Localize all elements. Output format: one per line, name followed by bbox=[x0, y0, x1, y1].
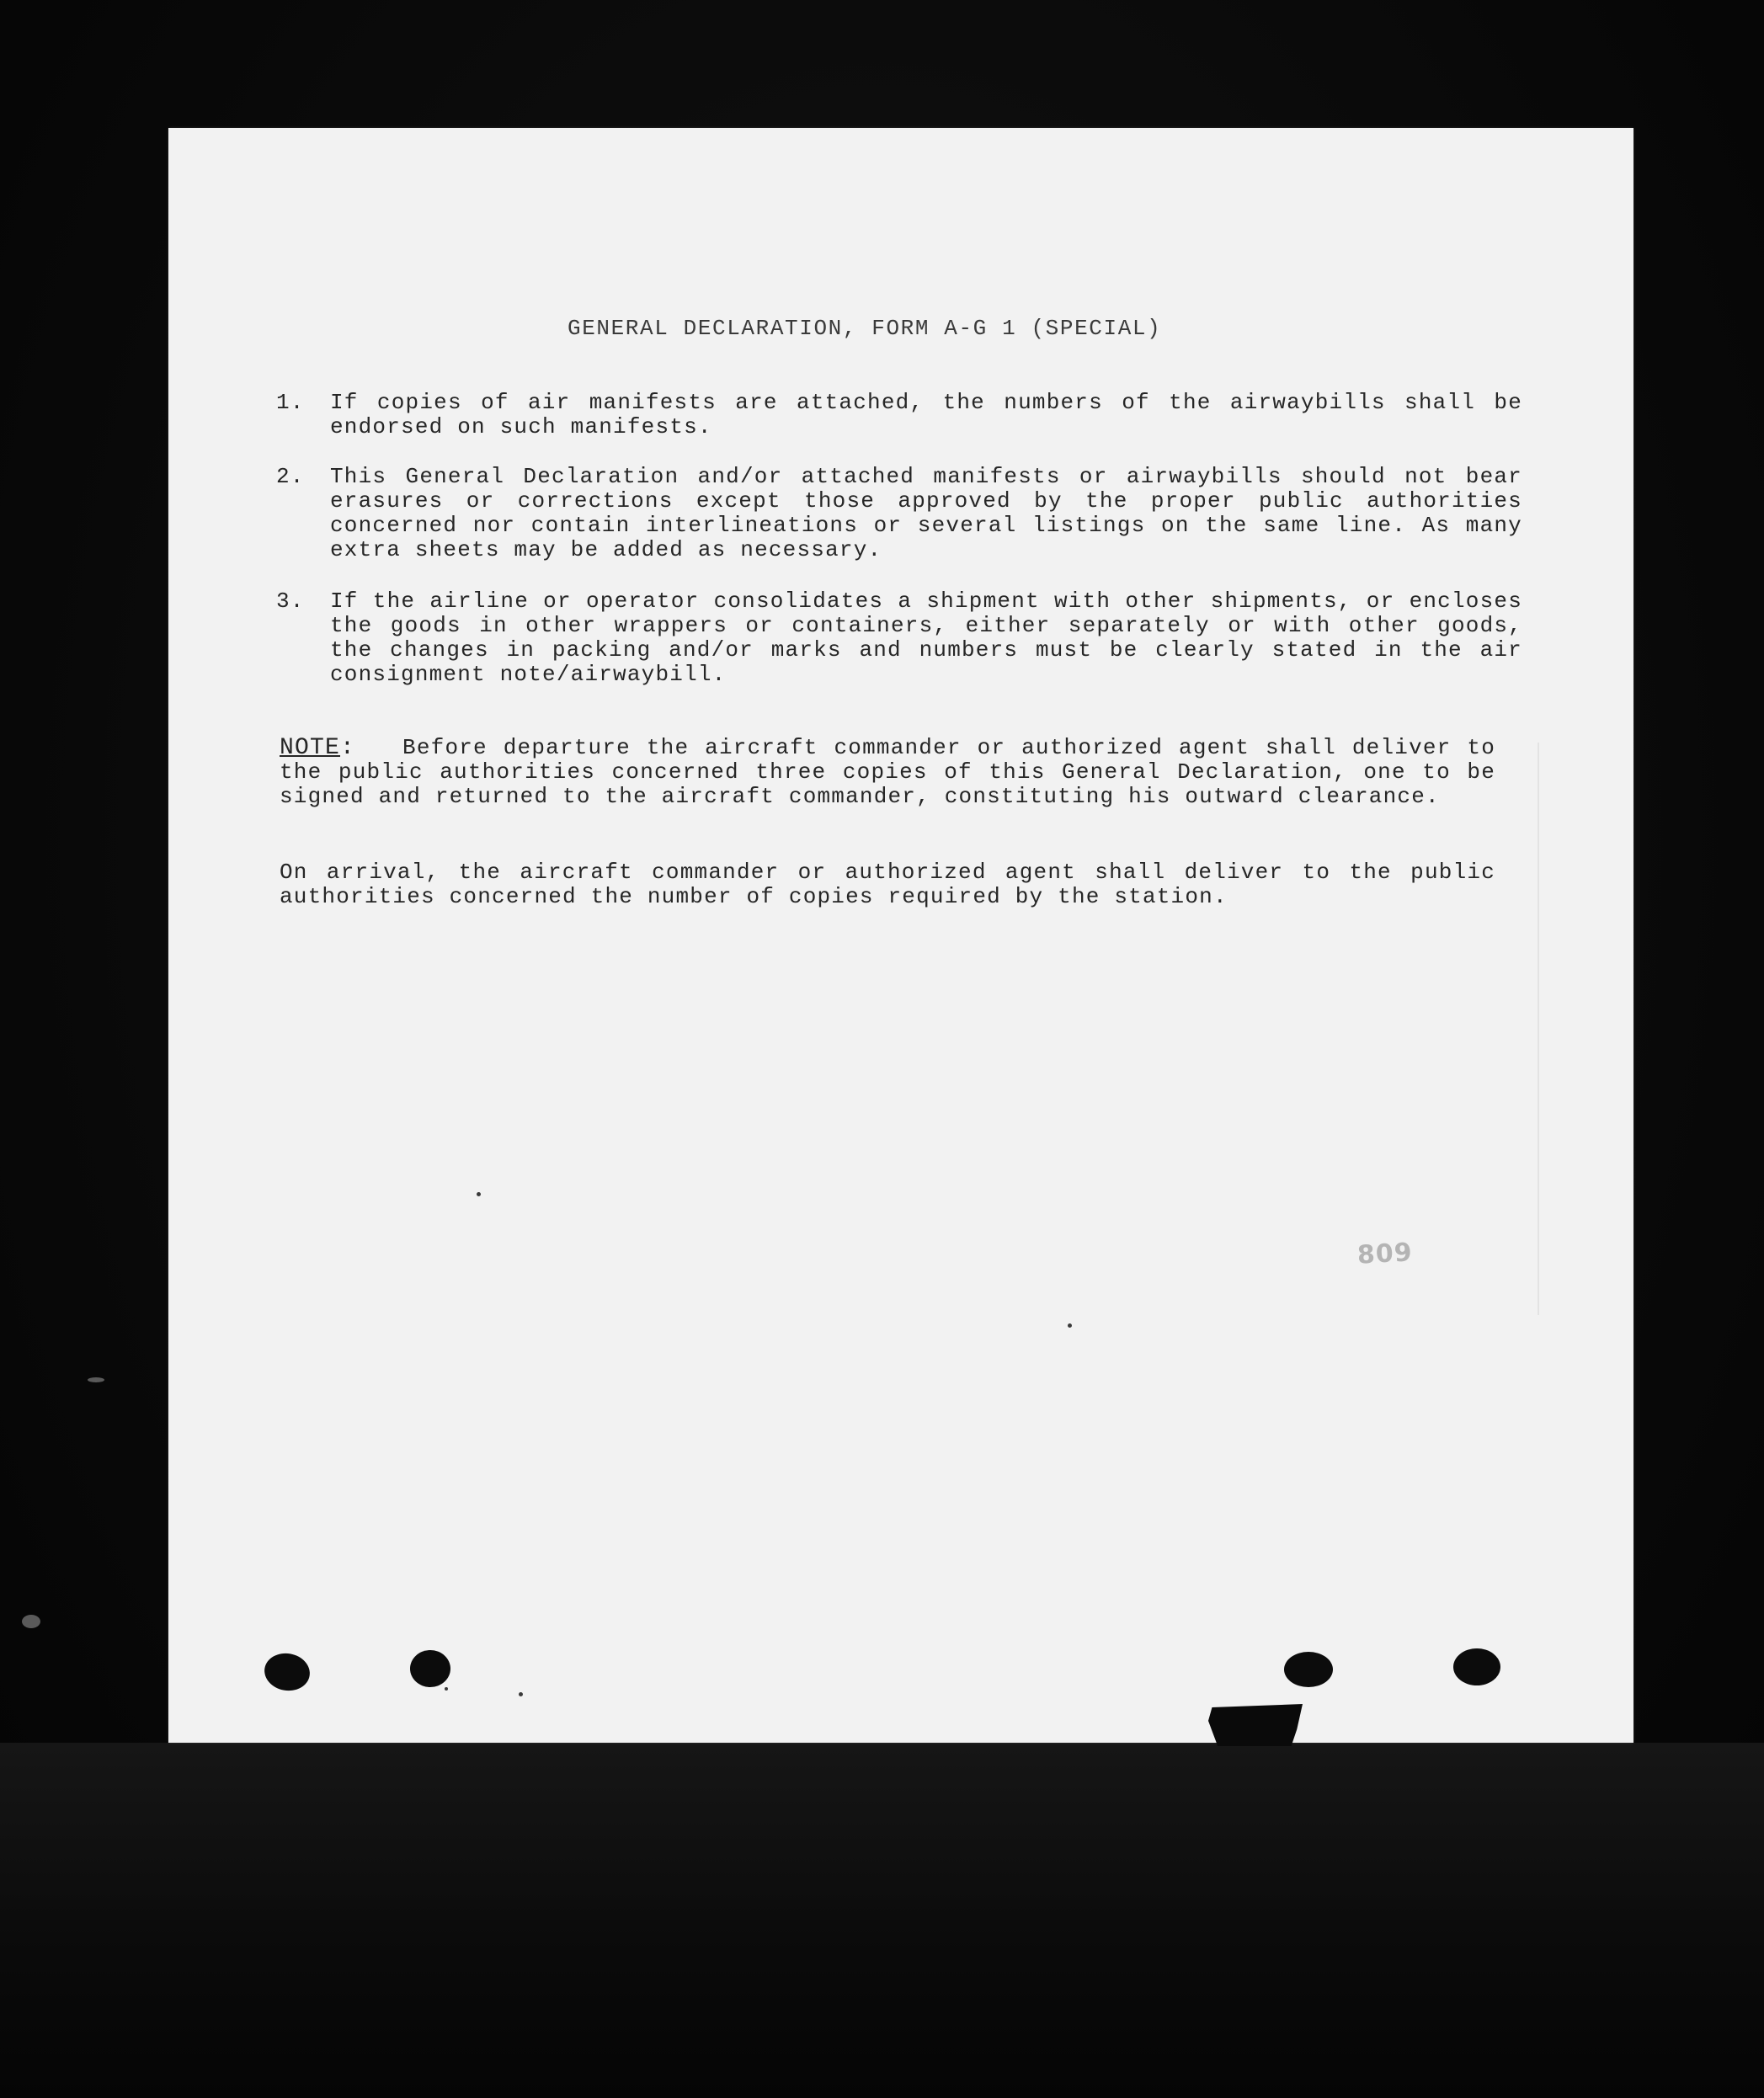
paper-tear bbox=[1208, 1704, 1303, 1746]
note-text: Before departure the aircraft commander or authorized agent shall deliver to the public authorities concerned three copies of this General Declaration, one to be signed and returned to the aircraft commander, constituting his outward clearance. bbox=[280, 735, 1495, 809]
paper-speck bbox=[1068, 1323, 1072, 1328]
edge-mark bbox=[22, 1615, 40, 1628]
item-text: If the airline or operator consolidates a shipment with other shipments, or encloses the goods in other wrappers or containers, either separately or with other goods, the changes in packing and/or marks and numbers must be clearly stated in the air consignment note/airwaybill. bbox=[330, 588, 1522, 687]
instruction-item-2 bbox=[276, 465, 1522, 562]
punch-hole bbox=[1453, 1648, 1500, 1685]
paper-speck bbox=[445, 1687, 448, 1691]
scanner-shadow bbox=[0, 1743, 1764, 2098]
item-text: If copies of air manifests are attached, the numbers of the airwaybills shall be endorsed on such manifests. bbox=[330, 390, 1522, 439]
instruction-item-1 bbox=[276, 391, 1522, 439]
edge-mark bbox=[88, 1377, 104, 1382]
paper-crease bbox=[1538, 743, 1539, 1315]
note-label: NOTE bbox=[280, 735, 341, 761]
note-label-colon: : bbox=[340, 735, 356, 761]
paper-speck bbox=[519, 1692, 523, 1696]
punch-hole bbox=[262, 1650, 313, 1695]
punch-hole bbox=[1284, 1652, 1333, 1687]
punch-hole bbox=[410, 1650, 450, 1687]
page-number-stamp: 809 bbox=[1356, 1238, 1414, 1270]
paper-speck bbox=[477, 1192, 481, 1196]
document-page bbox=[168, 128, 1633, 1743]
item-text: This General Declaration and/or attached manifests or airwaybills should not bear erasures or corrections except those approved by the proper public authorities concerned nor contain interlineations or several listings on the same line. As many extra sheets may be added as necessary. bbox=[330, 464, 1522, 562]
instruction-item-3 bbox=[276, 589, 1522, 687]
item-number: 1. bbox=[276, 390, 305, 415]
item-number: 3. bbox=[276, 588, 305, 614]
departure-note bbox=[280, 736, 1495, 809]
item-number: 2. bbox=[276, 464, 305, 489]
arrival-paragraph: On arrival, the aircraft commander or authorized agent shall deliver to the public authorities concerned the number of copies required by the station. bbox=[280, 860, 1495, 909]
form-title: GENERAL DECLARATION, FORM A-G 1 (SPECIAL) bbox=[568, 316, 1162, 341]
